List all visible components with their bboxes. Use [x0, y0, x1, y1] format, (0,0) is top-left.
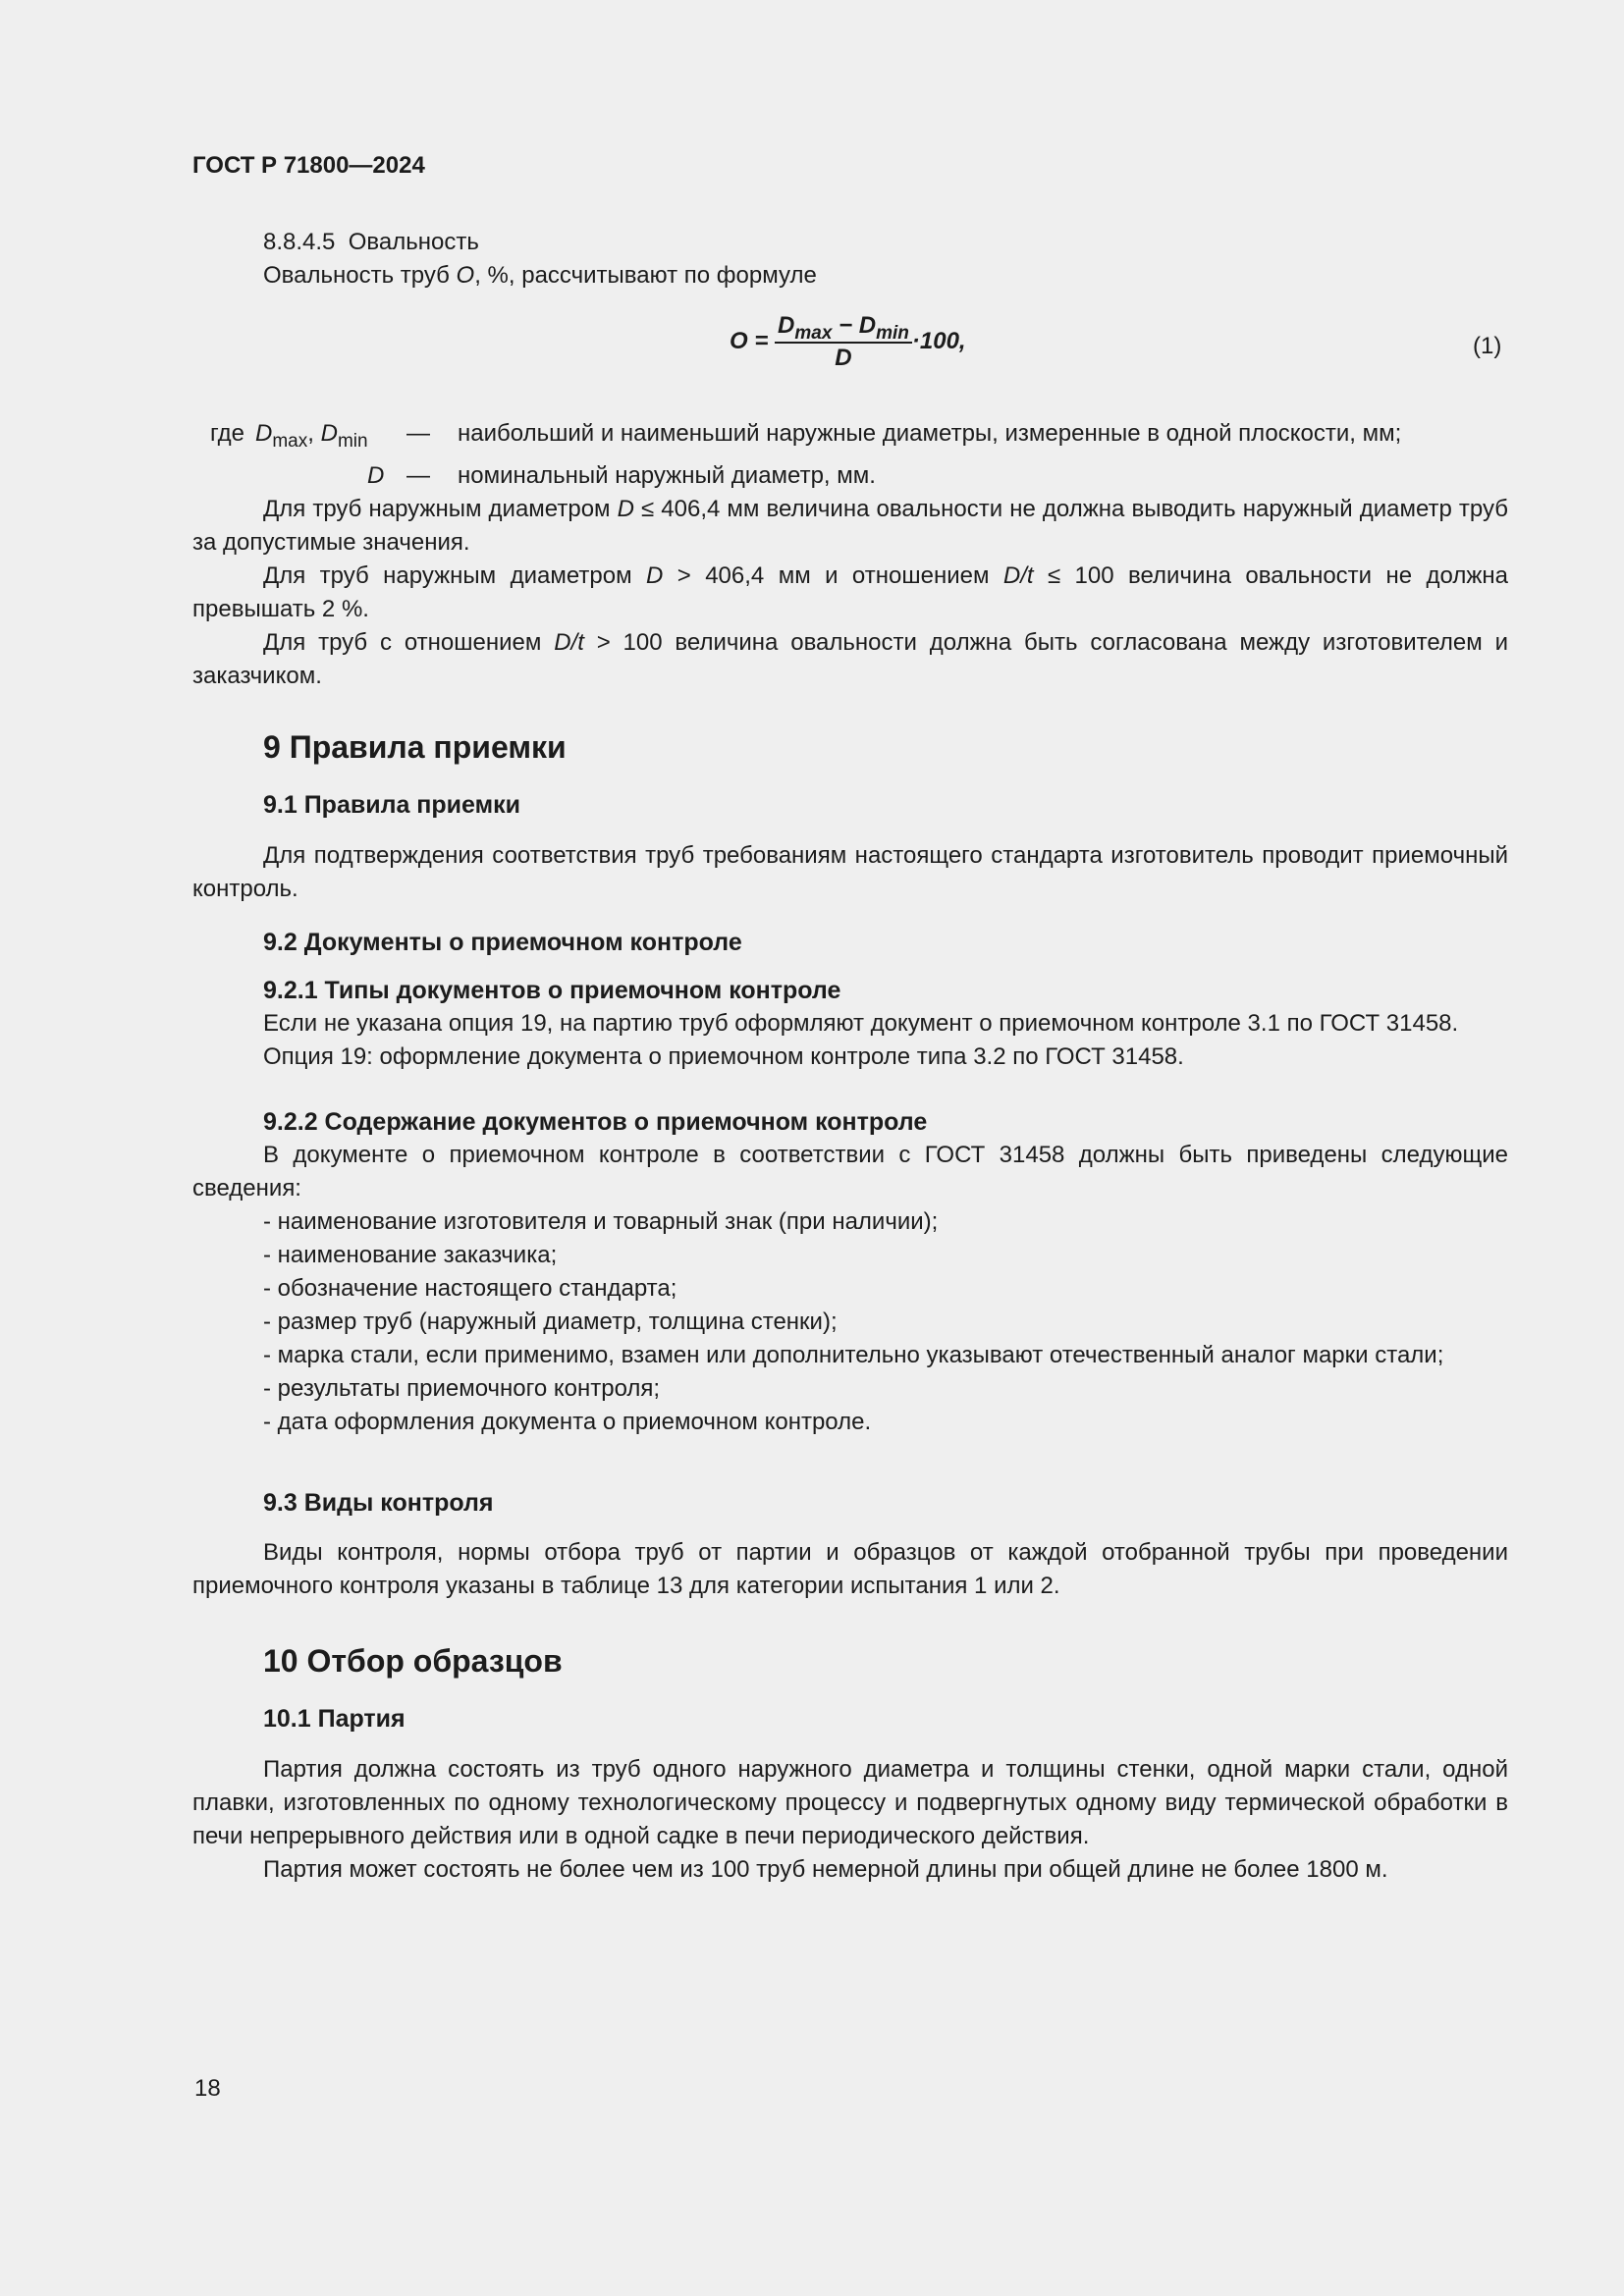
- legend-symbol-d: D: [367, 462, 385, 489]
- section-10-title: 10 Отбор образцов: [263, 1643, 563, 1679]
- section-10-1-text: [192, 1753, 1508, 1887]
- section-9-2-2-title: 9.2.2 Содержание документов о приемочном контроле: [263, 1108, 928, 1136]
- legend-dash: —: [406, 420, 430, 447]
- list-item: - наименование изготовителя и товарный знак (при наличии);: [263, 1208, 939, 1235]
- paragraph: В документе о приемочном контроле в соответствии с ГОСТ 31458 должны быть приведены следующие сведения:: [192, 1142, 1508, 1201]
- ovality-paragraphs: [192, 493, 1508, 693]
- paragraph: Опция 19: оформление документа о приемочном контроле типа 3.2 по ГОСТ 31458.: [263, 1043, 1184, 1070]
- list-item: - марка стали, если применимо, взамен или дополнительно указывают отечественный аналог марки стали;: [263, 1342, 1444, 1368]
- section-10-1-title: 10.1 Партия: [263, 1705, 406, 1733]
- where-label: где: [210, 420, 245, 447]
- section-9-2-2-text: [192, 1139, 1508, 1439]
- section-8845-intro: Овальность труб O, %, рассчитывают по формуле: [263, 262, 817, 289]
- section-8845-title: Овальность: [348, 229, 479, 255]
- section-9-2-title: 9.2 Документы о приемочном контроле: [263, 929, 742, 956]
- section-9-title: 9 Правила приемки: [263, 729, 567, 765]
- formula-fraction: [775, 312, 912, 372]
- page-number: 18: [194, 2075, 221, 2102]
- section-8845-number: 8.8.4.5: [263, 229, 336, 255]
- section-9-1-text: [192, 839, 1508, 906]
- list-item: - наименование заказчика;: [263, 1242, 558, 1268]
- paragraph: Для труб наружным диаметром D > 406,4 мм и отношением D/t ≤ 100 величина овальности не должна превышать 2 %.: [192, 562, 1508, 622]
- formula-number: (1): [1473, 333, 1502, 359]
- section-9-2-1-text: [192, 1007, 1508, 1074]
- document-code-header: ГОСТ Р 71800—2024: [192, 152, 425, 179]
- paragraph: Для труб наружным диаметром D ≤ 406,4 мм величина овальности не должна выводить наружный диаметр труб за допустимые значения.: [192, 496, 1509, 556]
- legend-dash: —: [406, 462, 430, 489]
- section-9-3-title: 9.3 Виды контроля: [263, 1489, 494, 1517]
- legend-text-dmax-dmin: наибольший и наименьший наружные диаметры, измеренные в одной плоскости, мм;: [458, 420, 1402, 447]
- section-9-3-text: [192, 1536, 1508, 1603]
- section-9-2-1-title: 9.2.1 Типы документов о приемочном контроле: [263, 977, 841, 1004]
- paragraph: Партия должна состоять из труб одного наружного диаметра и толщины стенки, одной марки стали, одной плавки, изготовленных по одному технологическому процессу и подвергнутых одному виду термической обработки в печи непрерывного действия или в одной садке в печи периодического действия.: [192, 1756, 1508, 1849]
- formula-numerator: $D_{max} - D_{min}$: [775, 312, 912, 344]
- section-9-1-title: 9.1 Правила приемки: [263, 791, 520, 819]
- ovality-formula: O = $\frac{D_{max} - D_{min}}{D}$ ·100,: [730, 312, 966, 371]
- paragraph: Если не указана опция 19, на партию труб оформляют документ о приемочном контроле 3.1 по ГОСТ 31458.: [263, 1010, 1459, 1037]
- paragraph: Партия может состоять не более чем из 100 труб немерной длины при общей длине не более 1800 м.: [263, 1856, 1388, 1883]
- section-8845: [192, 226, 1508, 293]
- paragraph: Виды контроля, нормы отбора труб от партии и образцов от каждой отобранной трубы при проведении приемочного контроля указаны в таблице 13 для категории испытания 1 или 2.: [192, 1539, 1508, 1599]
- list-item: - дата оформления документа о приемочном контроле.: [263, 1409, 872, 1435]
- list-item: - обозначение настоящего стандарта;: [263, 1275, 677, 1302]
- list-item: - размер труб (наружный диаметр, толщина стенки);: [263, 1308, 838, 1335]
- legend-text-d: номинальный наружный диаметр, мм.: [458, 462, 876, 489]
- section-8845-heading: [192, 226, 1508, 259]
- paragraph: Для труб с отношением D/t > 100 величина овальности должна быть согласована между изготовителем и заказчиком.: [192, 629, 1508, 689]
- list-item: - результаты приемочного контроля;: [263, 1375, 661, 1402]
- legend-symbol-dmax-dmin: $D_{max}$, $D_{min}$: [255, 420, 368, 452]
- paragraph: Для подтверждения соответствия труб требованиям настоящего стандарта изготовитель проводит приемочный контроль.: [192, 842, 1508, 902]
- formula-denominator: D: [835, 345, 852, 371]
